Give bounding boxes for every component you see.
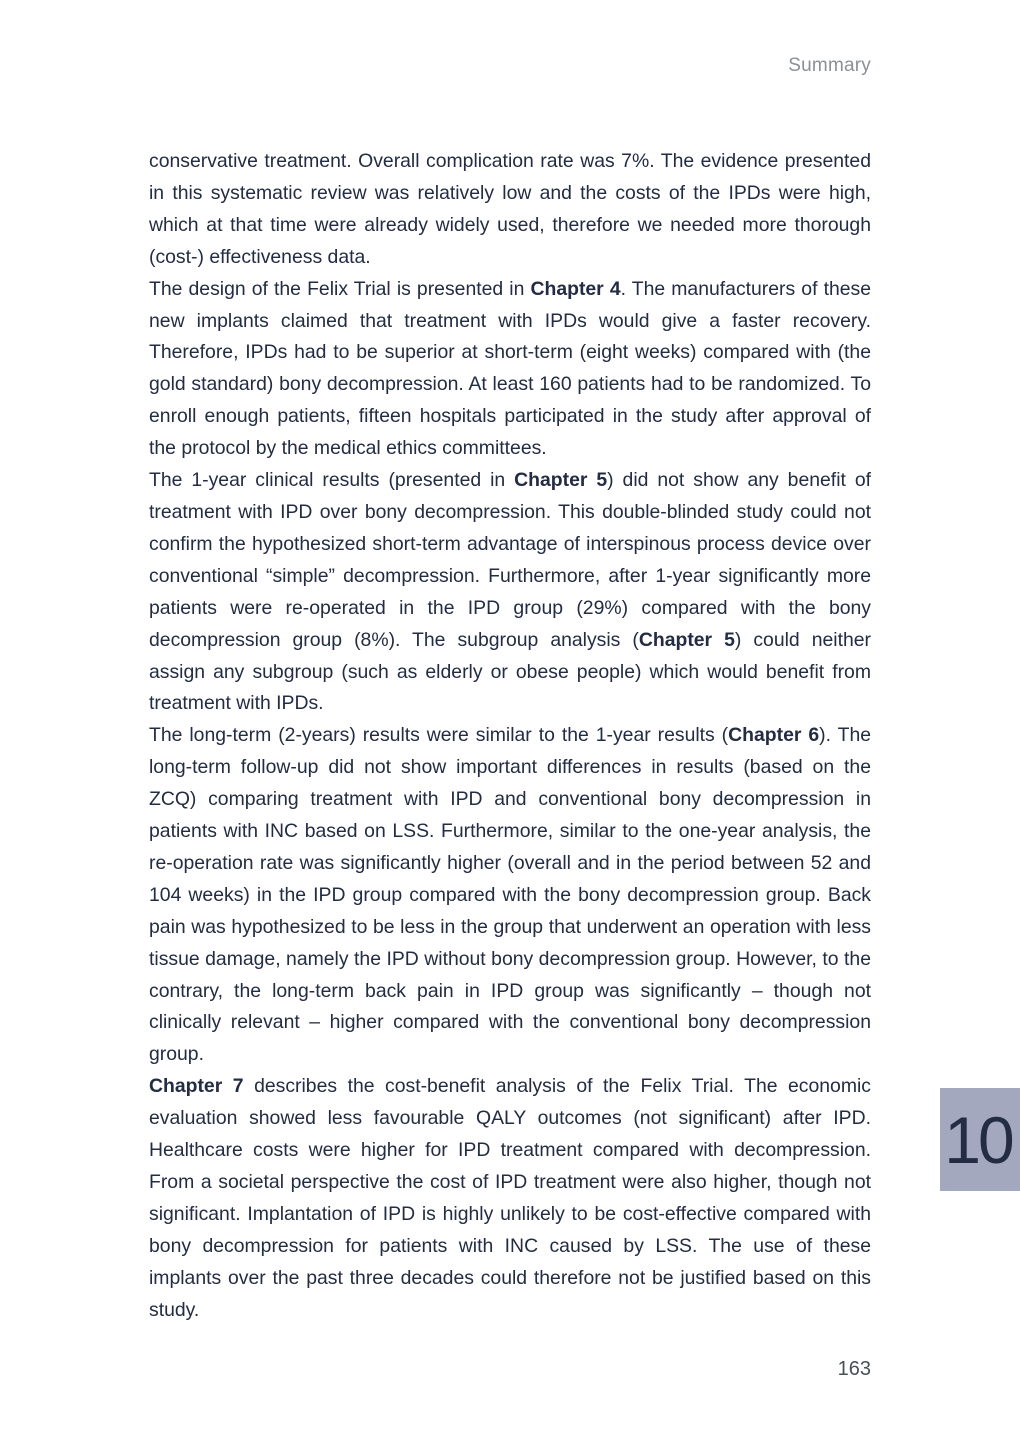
paragraph-5	[149, 1071, 871, 1326]
paragraph-2-text-b: . The manufacturers of these new implants claimed that treatment with IPDs would give a faster recovery. Therefore, IPDs had to be superior at short-term (eight weeks) compared with (the gold standard) bony decompression. At least 160 patients had to be randomized. To enroll enough patients, fifteen hospitals participated in the study after approval of the protocol by the medical ethics committees.	[149, 277, 872, 460]
paragraph-2-text-a: The design of the Felix Trial is presented in	[149, 277, 531, 300]
chapter-reference: Chapter 6	[728, 724, 820, 747]
body-text	[149, 146, 871, 1327]
paragraph-4-text-a: The long-term (2-years) results were similar to the 1-year results (	[149, 724, 729, 747]
paragraph-3-text-b: ) did not show any benefit of treatment with IPD over bony decompression. This double-blinded study could not confirm the hypothesized short-term advantage of interspinous process device over conventional “simple” decompression. Furthermore, after 1-year significantly more patients were re-operated in the IPD group (29%) compared with the bony decompression group (8%). The subgroup analysis (	[149, 469, 872, 651]
chapter-reference: Chapter 7	[149, 1075, 244, 1098]
page-number: 163	[837, 1358, 871, 1380]
chapter-reference: Chapter 5	[514, 469, 608, 492]
paragraph-4	[149, 720, 871, 1071]
paragraph-3-text-a: The 1-year clinical results (presented in	[149, 469, 515, 492]
paragraph-3	[149, 465, 871, 720]
paragraph-1	[149, 146, 871, 274]
paragraph-4-text-b: ). The long-term follow-up did not show important differences in results (based on the ZCQ) comparing treatment with IPD and conventional bony decompression in patients with INC based on LSS. Furthermore, similar to the one-year analysis, the re-operation rate was significantly higher (overall and in the period between 52 and 104 weeks) in the IPD group compared with the bony decompression group. Back pain was hypothesized to be less in the group that underwent an operation with less tissue damage, namely the IPD without bony decompression group. However, to the contrary, the long-term back pain in IPD group was significantly – though not clinically relevant – higher compared with the conventional bony decompression group.	[149, 724, 872, 1066]
paragraph-1-text: conservative treatment. Overall complication rate was 7%. The evidence presented in this systematic review was relatively low and the costs of the IPDs were high, which at that time were already widely used, therefore we needed more thorough (cost-) effectiveness data.	[149, 150, 871, 268]
paragraph-5-text-a: describes the cost-benefit analysis of the Felix Trial. The economic evaluation showed less favourable QALY outcomes (not significant) after IPD. Healthcare costs were higher for IPD treatment compared with decompression. From a societal perspective the cost of IPD treatment were also higher, though not significant. Implantation of IPD is highly unlikely to be cost-effective compared with bony decompression for patients with INC caused by LSS. The use of these implants over the past three decades could therefore not be justified based on this study.	[149, 1075, 872, 1321]
paragraph-2	[149, 274, 871, 465]
chapter-reference: Chapter 5	[638, 628, 735, 651]
chapter-tab-number: 10	[944, 1102, 1012, 1177]
chapter-tab	[940, 1088, 1020, 1191]
running-header: Summary	[788, 55, 871, 76]
paragraph-3-text-c: ) could neither assign any subgroup (such as elderly or obese people) which would benefit from treatment with IPDs.	[149, 628, 871, 715]
chapter-reference: Chapter 4	[530, 277, 621, 300]
